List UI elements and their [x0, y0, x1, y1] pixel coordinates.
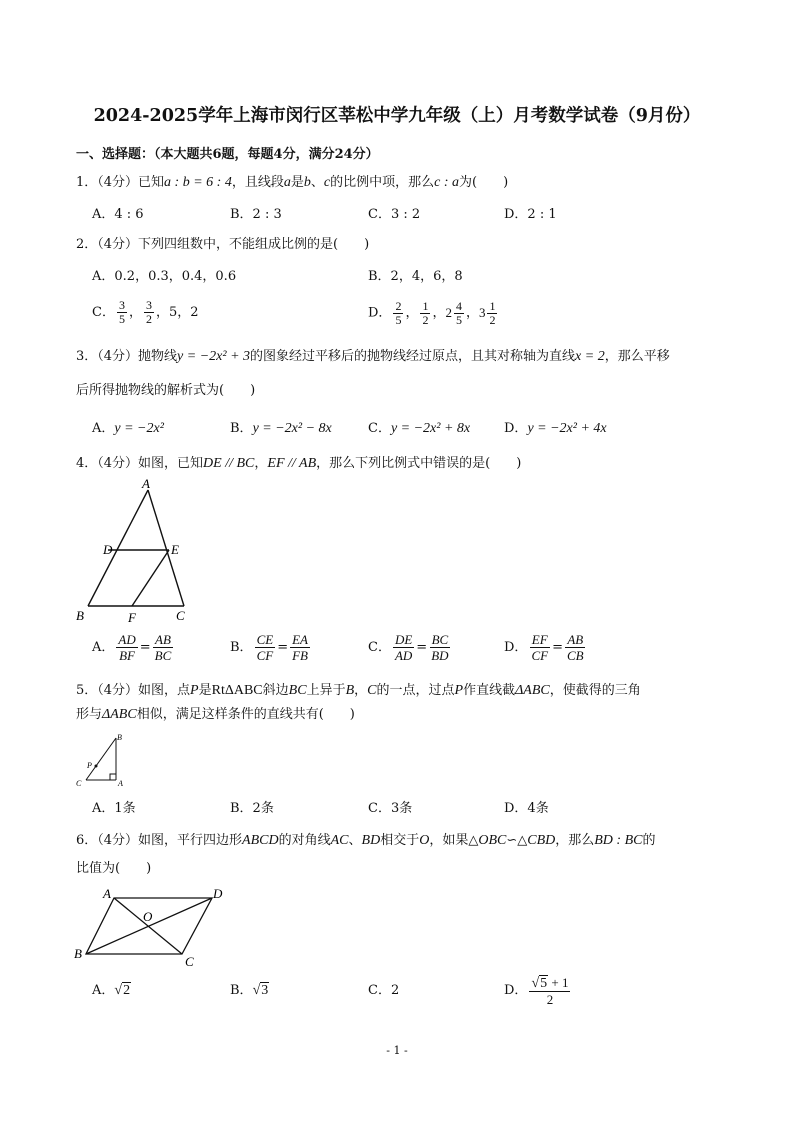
- question-5-stem-line1: 5．（4分）如图，点P是RtΔABC斜边BC上异于B，C的一点，过点P作直线截ΔABC，使截得的三角: [76, 683, 641, 698]
- q2-option-c[interactable]: C． $\frac{3}{5}$ ， $\frac{3}{2}$ ，5，2: [92, 298, 199, 326]
- square-root: √2: [114, 983, 131, 998]
- q5-option-d[interactable]: D．4条: [504, 801, 549, 816]
- label-o: O: [143, 909, 153, 924]
- label-b: B: [74, 946, 82, 961]
- q1-option-a[interactable]: A．4 : 6: [92, 207, 144, 222]
- q2-option-d[interactable]: D． $\frac{2}{5}$ ， $\frac{1}{2}$ ， 2 $\frac{4}{5}$ ， 3 $\frac{1}{2}$: [368, 296, 499, 331]
- q4-triangle-figure: [70, 476, 200, 626]
- q3-option-a[interactable]: A．y = −2x²: [92, 421, 164, 436]
- q3-option-b[interactable]: B．y = −2x² − 8x: [230, 421, 332, 436]
- q3-option-d[interactable]: D．y = −2x² + 4x: [504, 421, 607, 436]
- question-3-stem-line2: 后所得抛物线的解析式为( ): [76, 383, 256, 398]
- label-d: D: [213, 886, 223, 901]
- label-a: A: [103, 886, 111, 901]
- label-b: B: [117, 733, 122, 742]
- fraction: $\frac{√5 + 1}{2}$: [531, 974, 569, 1007]
- section-header: 一、选择题：（本大题共6题，每题4分，满分24分）: [76, 147, 379, 162]
- q6-option-b[interactable]: B．√3: [230, 983, 269, 998]
- question-3-stem-line1: 3．（4分）抛物线y = −2x² + 3的图象经过平移后的抛物线经过原点，且其对称轴为直线x = 2，那么平移: [76, 349, 670, 364]
- mixed-number: 3 $\frac{1}{2}$: [478, 298, 496, 327]
- q2-option-b[interactable]: B．2，4，6，8: [368, 269, 463, 284]
- q6-option-c[interactable]: C．2: [368, 983, 400, 998]
- question-2-stem: 2．（4分）下列四组数中，不能组成比例的是( ): [76, 237, 370, 252]
- label-a: A: [142, 476, 150, 491]
- question-6-stem-line2: 比值为( ): [76, 861, 152, 876]
- question-4-stem: 4．（4分）如图，已知DE // BC，EF // AB，那么下列比例式中错误的是( ): [76, 456, 522, 471]
- label-d: D: [103, 542, 113, 557]
- label-c: C: [176, 608, 185, 623]
- label-c: C: [185, 954, 194, 969]
- fraction: $\frac{3}{5}$: [118, 298, 125, 326]
- q1-option-c[interactable]: C．3 : 2: [368, 207, 421, 222]
- q6-option-d[interactable]: D． $\frac{√5 + 1}{2}$: [504, 974, 569, 1007]
- mixed-number: 2 $\frac{4}{5}$: [445, 298, 462, 327]
- fraction: $\frac{2}{5}$: [395, 298, 402, 327]
- square-root: √3: [252, 983, 269, 998]
- label-e: E: [171, 542, 179, 557]
- label-c: C: [76, 779, 82, 788]
- page-number: - 1 -: [386, 1044, 408, 1057]
- q5-option-c[interactable]: C．3条: [368, 801, 413, 816]
- side-ab: [88, 490, 148, 606]
- question-1-stem: 1．（4分）已知a : b = 6 : 4，且线段a是b、c的比例中项，那么c : a为( ): [76, 175, 509, 190]
- q5-option-b[interactable]: B．2条: [230, 801, 274, 816]
- q5-option-a[interactable]: A．1条: [92, 801, 136, 816]
- right-angle-mark: [110, 774, 116, 780]
- question-6-stem-line1: 6．（4分）如图，平行四边形ABCD的对角线AC、BD相交于O，如果△OBC∽△CBD，那么BD : BC的: [76, 833, 656, 848]
- segment-ef: [132, 550, 169, 606]
- q1-option-b[interactable]: B．2 : 3: [230, 207, 282, 222]
- label-b: B: [76, 608, 84, 623]
- fraction: $\frac{3}{2}$: [145, 298, 152, 326]
- q4-option-b[interactable]: B． $\frac{CE}{CF}$ = $\frac{EA}{FB}$: [230, 632, 308, 663]
- fraction: $\frac{1}{2}$: [422, 298, 429, 327]
- q4-option-c[interactable]: C． $\frac{DE}{AD}$ = $\frac{BC}{BD}$: [368, 632, 449, 663]
- label-p: P: [87, 761, 92, 770]
- diagonal-bd: [86, 898, 212, 954]
- q1-option-d[interactable]: D．2 : 1: [504, 207, 557, 222]
- q5-right-triangle-figure: [72, 730, 134, 790]
- page-title: 2024-2025学年上海市闵行区莘松中学九年级（上）月考数学试卷（9月份）: [93, 106, 701, 126]
- q6-parallelogram-figure: [70, 884, 230, 970]
- label-a: A: [118, 779, 123, 788]
- label-f: F: [128, 610, 136, 625]
- point-p: [95, 765, 98, 768]
- q2-option-a[interactable]: A．0.2，0.3，0.4，0.6: [92, 269, 237, 284]
- q4-option-a[interactable]: A． $\frac{AD}{BF}$ = $\frac{AB}{BC}$: [92, 632, 172, 663]
- q3-option-c[interactable]: C．y = −2x² + 8x: [368, 421, 471, 436]
- q6-option-a[interactable]: A．√2: [92, 983, 131, 998]
- q4-option-d[interactable]: D． $\frac{EF}{CF}$ = $\frac{AB}{CB}$: [504, 632, 584, 663]
- question-5-stem-line2: 形与ΔABC相似，满足这样条件的直线共有( ): [76, 707, 355, 722]
